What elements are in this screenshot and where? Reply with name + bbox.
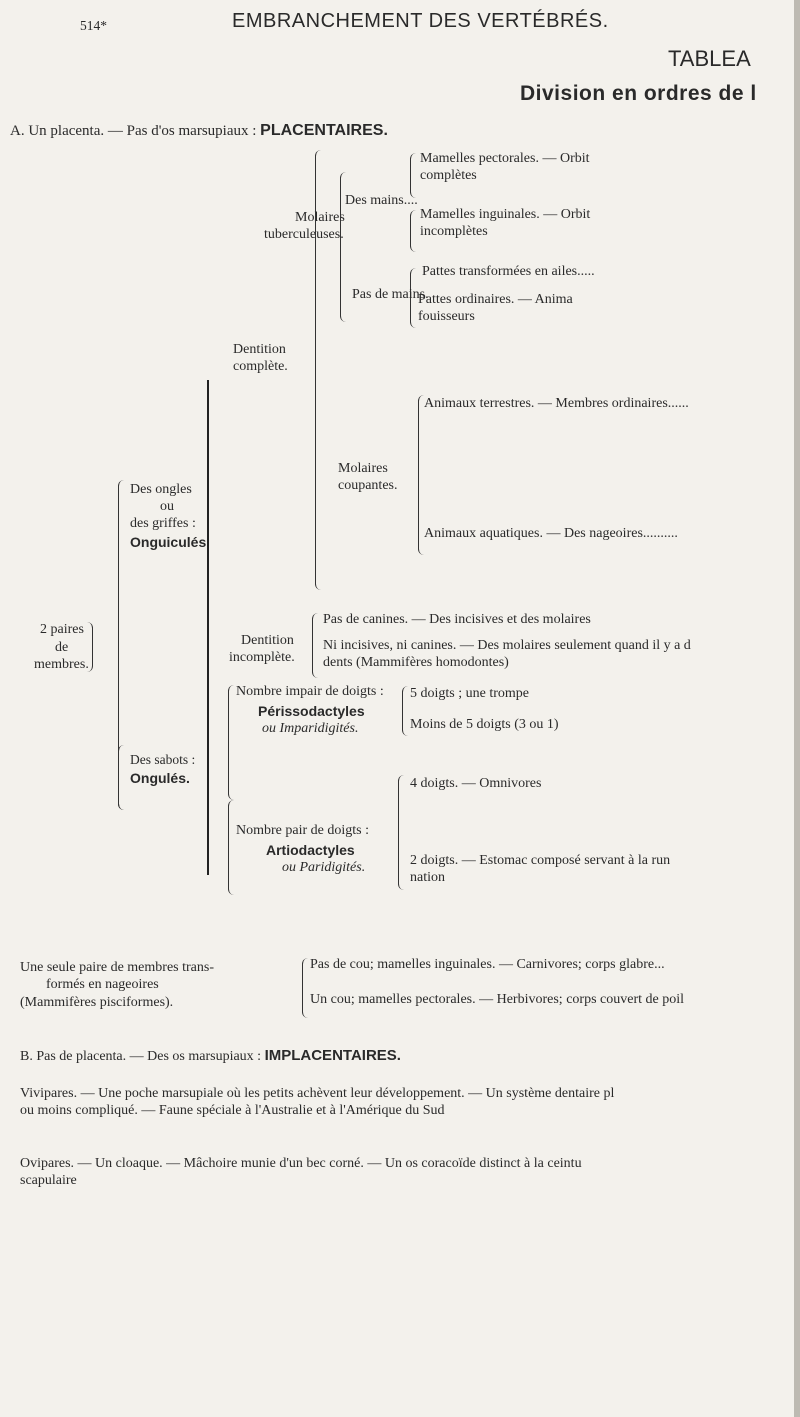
molaires-tuberculeuses: Molaires [295,210,345,225]
perissodactyles: Périssodactyles [258,703,365,719]
dentition-complete-2: complète. [233,359,288,374]
deux-doigts: 2 doigts. — Estomac composé servant à la run [410,853,671,868]
pas-de-cou: Pas de cou; mamelles inguinales. — Carnivores; corps glabre... [310,957,665,972]
mamelles-inguinales-2: incomplètes [420,224,488,239]
section-a-intro [10,122,388,140]
running-title: EMBRANCHEMENT DES VERTÉBRÉS. [232,10,609,32]
des-mains: Des mains.... [345,193,418,208]
pisciformes: (Mammifères pisciformes). [20,995,174,1010]
ongules-label: Ongulés. [130,770,190,786]
brace-mamelles-ing [410,210,417,252]
molaires-coupantes: Molaires [338,461,388,476]
artiodactyles: Artiodactyles [266,842,355,858]
paires-de: de [55,640,69,655]
ni-incisives-2: dents (Mammifères homodontes) [323,655,509,670]
division-title: Division en ordres de l [520,82,757,105]
des-sabots: Des sabots : [130,752,196,767]
quatre-doigts: 4 doigts. — Omnivores [410,776,542,791]
nombre-impair: Nombre impair de doigts : [236,684,384,699]
pas-de-mains: Pas de mains. [352,287,429,302]
page-edge [794,0,800,1417]
nombre-pair: Nombre pair de doigts : [236,823,369,838]
pas-de-canines: Pas de canines. — Des incisives et des molaires [323,612,591,627]
brace-doigts [398,775,405,890]
brace-dentition-complete [315,150,324,590]
brace-molaires-tub [340,172,347,322]
des-ongles: Des ongles [130,482,192,497]
section-a-intro-text: A. Un placenta. — Pas d'os marsupiaux : [10,123,257,139]
cinq-doigts: 5 doigts ; une trompe [410,686,529,701]
imparidigites: ou Imparidigités. [262,721,359,736]
dentition-incomplete: Dentition [241,633,294,648]
onguicules-divider [207,380,209,875]
paires: 2 paires [40,622,84,637]
moins-de-cinq: Moins de 5 doigts (3 ou 1) [410,717,559,732]
table-label: TABLEA [668,46,751,71]
mamelles-inguinales: Mamelles inguinales. — Orbit [420,207,591,222]
paridigites: ou Paridigités. [282,860,366,875]
section-b-intro-text: B. Pas de placenta. — Des os marsupiaux : [20,1049,262,1064]
brace-dentition-incomplete [312,613,319,678]
dentition-incomplete-2: incomplète. [229,650,295,665]
section-b-intro [20,1047,401,1065]
des-griffes: des griffes : [130,516,196,531]
mamelles-pectorales-2: complètes [420,168,477,183]
un-cou: Un cou; mamelles pectorales. — Herbivores; corps couvert de poil [310,992,684,1007]
pattes-ordinaires: Pattes ordinaires. — Anima [418,292,573,307]
section-a-placentaires: PLACENTAIRES. [260,122,388,139]
ovipares-2: scapulaire [20,1173,77,1188]
brace-pisciformes [302,958,309,1018]
animaux-aquatiques: Animaux aquatiques. — Des nageoires.......... [424,526,678,541]
page-number: 514* [80,18,107,33]
onguicules-label: Onguiculés [130,534,207,550]
brace-sabots [118,745,125,810]
dentition-complete: Dentition [233,342,286,357]
pattes-ailes: Pattes transformées en ailes..... [422,264,595,279]
ovipares: Ovipares. — Un cloaque. — Mâchoire munie d'un bec corné. — Un os coracoïde distinct à la ceintu [20,1156,582,1171]
nageoires: formés en nageoires [46,977,159,992]
ongles-ou: ou [160,499,174,514]
brace-paires [84,622,93,672]
molaires-tuberculeuses-2: tuberculeuses. [264,227,344,242]
seule-paire: Une seule paire de membres trans- [20,960,214,975]
brace-cinq-doigts [402,686,409,736]
brace-pair [228,800,235,895]
brace-mamelles-pect [410,153,417,198]
molaires-coupantes-2: coupantes. [338,478,398,493]
brace-impair [228,685,235,800]
vivipares: Vivipares. — Une poche marsupiale où les petits achèvent leur développement. — Un système dentaire pl [20,1086,615,1101]
deux-doigts-2: nation [410,870,445,885]
pattes-ordinaires-2: fouisseurs [418,309,475,324]
vivipares-2: ou moins compliqué. — Faune spéciale à l'Australie et à l'Amérique du Sud [20,1103,445,1118]
animaux-terrestres: Animaux terrestres. — Membres ordinaires...... [424,396,689,411]
ni-incisives: Ni incisives, ni canines. — Des molaires seulement quand il y a d [323,638,691,653]
section-b-implacentaires: IMPLACENTAIRES. [264,1047,401,1064]
paires-membres: membres. [34,657,89,672]
mamelles-pectorales: Mamelles pectorales. — Orbit [420,151,590,166]
